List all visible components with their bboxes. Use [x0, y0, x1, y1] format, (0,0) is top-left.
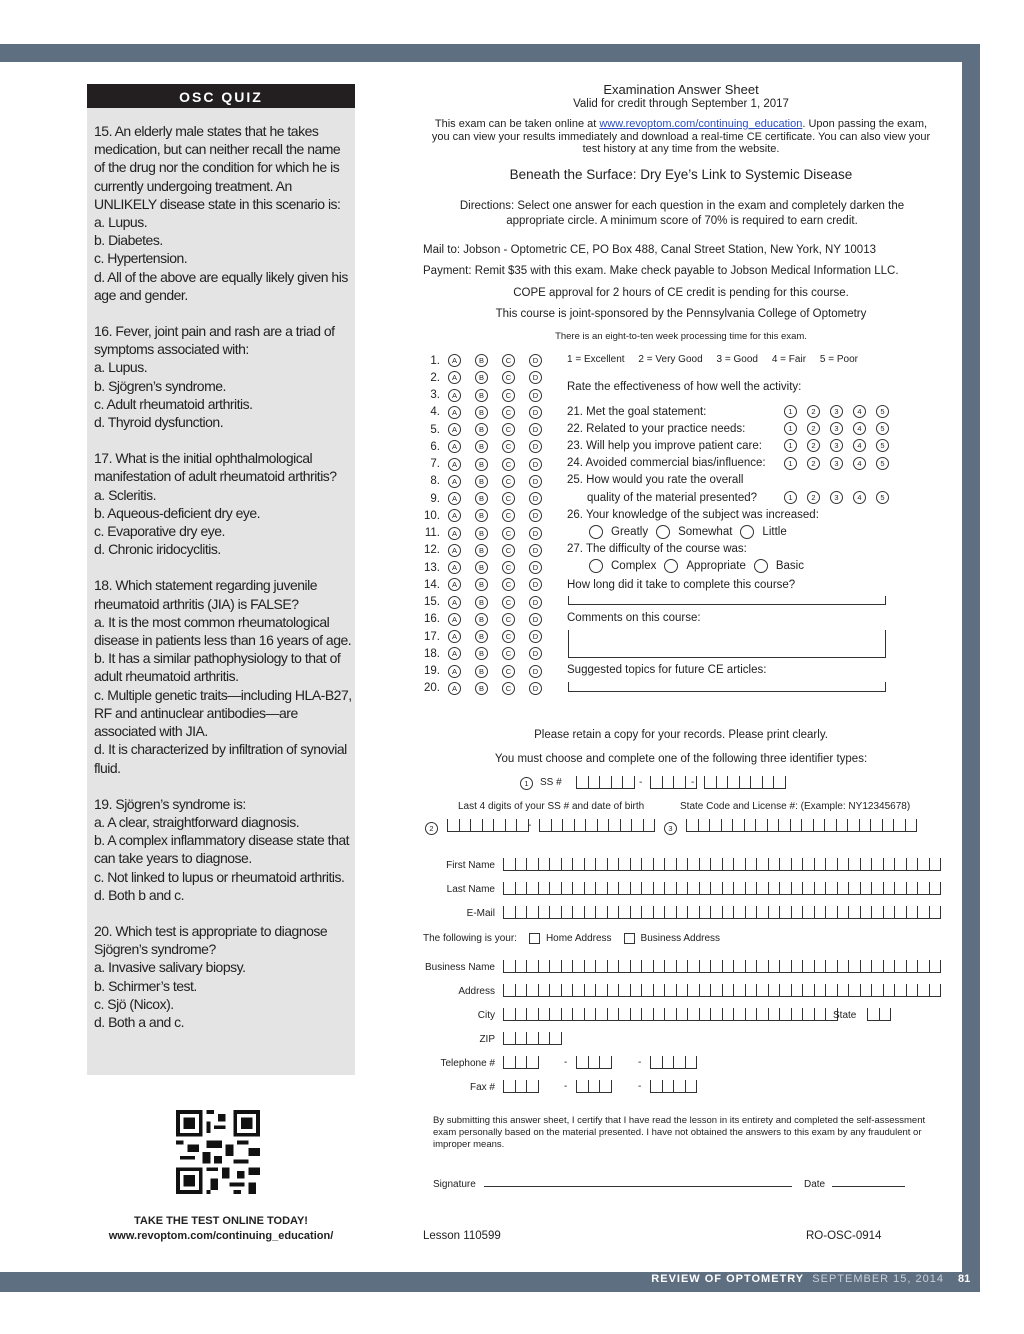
- question-option: a. Lupus.: [94, 214, 148, 231]
- answer-bubble[interactable]: B: [475, 682, 488, 695]
- online-note: This exam can be taken online at www.revoptom.com/continuing_education. Upon passing the exam, you can view your results immediately and download a real-time CE certificate. You can also view your test history at any time from the website.: [431, 118, 931, 156]
- email-field[interactable]: [503, 906, 941, 920]
- zip-field[interactable]: [503, 1032, 562, 1046]
- how-long-field[interactable]: [568, 596, 886, 605]
- answer-bubble[interactable]: D: [529, 630, 542, 643]
- answer-row: [420, 663, 556, 680]
- answer-bubble[interactable]: B: [475, 527, 488, 540]
- rating-bubble[interactable]: 5: [876, 439, 889, 452]
- license-field[interactable]: [686, 819, 917, 833]
- rating-bubble[interactable]: 5: [876, 422, 889, 435]
- q26-greatly-radio[interactable]: [589, 525, 603, 539]
- question-option: b. Sjögren’s syndrome.: [94, 377, 226, 394]
- answer-bubble[interactable]: B: [475, 423, 488, 436]
- answer-bubble[interactable]: D: [529, 509, 542, 522]
- home-address-checkbox[interactable]: [529, 933, 540, 944]
- state-code-note: State Code and License #: (Example: NY12345678): [680, 801, 911, 812]
- rating-item-25-cont: quality of the material presented?: [587, 491, 758, 504]
- date-field[interactable]: [832, 1186, 905, 1187]
- take-test-promo: TAKE THE TEST ONLINE TODAY! www.revoptom.com/continuing_education/: [87, 1214, 355, 1244]
- rating-bubble[interactable]: 5: [876, 405, 889, 418]
- answer-bubble[interactable]: C: [502, 665, 515, 678]
- date-label: Date: [804, 1179, 826, 1190]
- answer-bubble[interactable]: B: [475, 440, 488, 453]
- question-text: 16. Fever, joint pain and rash are a triad of symptoms associated with:: [94, 323, 335, 358]
- rating-bubble[interactable]: 3: [830, 405, 843, 418]
- question-option: c. Not linked to lupus or rheumatoid arthritis.: [94, 868, 345, 885]
- last4-field[interactable]: [447, 819, 532, 833]
- answer-row: [420, 680, 556, 697]
- quiz-question: [94, 322, 352, 431]
- lesson-number: Lesson 110599: [423, 1230, 501, 1242]
- how-long-label: How long did it take to complete this course?: [567, 579, 796, 591]
- answer-row: [420, 421, 556, 438]
- license-option-bubble[interactable]: 3: [664, 822, 677, 835]
- retain-note: Please retain a copy for your records. Please print clearly.: [534, 729, 828, 741]
- answer-bubble[interactable]: D: [529, 389, 542, 402]
- answer-number: 14.: [424, 578, 440, 591]
- answer-row: [420, 559, 556, 576]
- answer-bubble[interactable]: B: [475, 630, 488, 643]
- rating-bubble[interactable]: 1: [784, 405, 797, 418]
- question-option: d. Both a and c.: [94, 1013, 185, 1030]
- question-option: c. Adult rheumatoid arthritis.: [94, 395, 253, 412]
- answer-row: [420, 542, 556, 559]
- course-code: RO-OSC-0914: [806, 1230, 882, 1242]
- answer-bubble[interactable]: B: [475, 475, 488, 488]
- business-name-field[interactable]: [503, 960, 941, 974]
- answer-number: 17.: [424, 630, 440, 643]
- quiz-question: [94, 449, 352, 558]
- telephone-label: Telephone #: [440, 1058, 495, 1069]
- answer-bubble[interactable]: C: [502, 682, 515, 695]
- answer-bubble[interactable]: B: [475, 665, 488, 678]
- separator-dash: -: [638, 1057, 642, 1068]
- online-link[interactable]: www.revoptom.com/continuing_education: [599, 118, 803, 130]
- answer-bubble[interactable]: B: [475, 544, 488, 557]
- business-address-checkbox[interactable]: [624, 933, 635, 944]
- q26-options: Greatly Somewhat Little: [589, 525, 787, 539]
- last4-option-bubble[interactable]: 2: [425, 822, 438, 835]
- answer-bubble[interactable]: C: [502, 561, 515, 574]
- answer-bubble[interactable]: A: [448, 630, 461, 643]
- fax-area-field[interactable]: [503, 1080, 539, 1094]
- answer-bubble[interactable]: C: [502, 492, 515, 505]
- city-field[interactable]: [503, 1008, 838, 1022]
- quiz-question: [94, 122, 352, 304]
- answer-bubble[interactable]: B: [475, 458, 488, 471]
- rating-item: 22. Related to your practice needs:: [567, 422, 746, 435]
- answer-number: 10.: [424, 509, 440, 522]
- answer-number: 19.: [424, 665, 440, 678]
- q27-options: Complex Appropriate Basic: [589, 559, 804, 573]
- answer-number: 20.: [424, 682, 440, 695]
- rating-bubble[interactable]: 3: [830, 439, 843, 452]
- rating-item: 24. Avoided commercial bias/influence:: [567, 457, 766, 470]
- answer-row: [420, 456, 556, 473]
- rating-item: 25. How would you rate the overall: [567, 474, 744, 487]
- first-name-field[interactable]: [503, 858, 941, 872]
- qr-code-icon[interactable]: [174, 1110, 262, 1194]
- question-option: c. Sjö (Nicox).: [94, 995, 174, 1012]
- answer-bubble[interactable]: C: [502, 475, 515, 488]
- processing-time: There is an eight-to-ten week processing time for this exam.: [555, 331, 807, 342]
- answer-bubble[interactable]: B: [475, 613, 488, 626]
- answer-number: 13.: [424, 561, 440, 574]
- answer-bubble[interactable]: A: [448, 544, 461, 557]
- answer-bubble[interactable]: A: [448, 423, 461, 436]
- answer-bubble[interactable]: C: [502, 544, 515, 557]
- answer-bubble[interactable]: D: [529, 578, 542, 591]
- answer-bubble[interactable]: A: [448, 527, 461, 540]
- answer-bubble[interactable]: A: [448, 406, 461, 419]
- suggested-label: Suggested topics for future CE articles:: [567, 664, 767, 676]
- answer-bubble[interactable]: A: [448, 647, 461, 660]
- fax-prefix-field[interactable]: [576, 1080, 612, 1094]
- answer-row: [420, 438, 556, 455]
- rating-bubble[interactable]: 5: [876, 491, 889, 504]
- answer-bubble[interactable]: C: [502, 527, 515, 540]
- answer-bubble[interactable]: B: [475, 647, 488, 660]
- answer-number: 5.: [430, 423, 440, 436]
- answer-number: 11.: [424, 527, 440, 540]
- answer-bubble[interactable]: D: [529, 647, 542, 660]
- rate-intro: Rate the effectiveness of how well the activity:: [567, 381, 802, 393]
- rating-item: 23. Will help you improve patient care:: [567, 439, 762, 452]
- answer-bubble[interactable]: D: [529, 423, 542, 436]
- separator-dash: -: [691, 777, 695, 788]
- rating-bubble[interactable]: 4: [853, 491, 866, 504]
- question-option: a. Scleritis.: [94, 486, 156, 503]
- signature-field[interactable]: [484, 1186, 792, 1187]
- rating-bubble[interactable]: 2: [807, 457, 820, 470]
- quiz-question: [94, 795, 352, 904]
- rating-bubble[interactable]: 1: [784, 439, 797, 452]
- question-option: d. It is characterized by infiltration of synovial fluid.: [94, 741, 347, 776]
- question-text: 19. Sjögren’s syndrome is:: [94, 795, 246, 812]
- question-text: 18. Which statement regarding juvenile rheumatoid arthritis (JIA) is FALSE?: [94, 577, 318, 612]
- answer-bubble[interactable]: A: [448, 475, 461, 488]
- answer-bubble[interactable]: A: [448, 354, 461, 367]
- answer-bubble[interactable]: D: [529, 492, 542, 505]
- answer-bubble[interactable]: D: [529, 527, 542, 540]
- answer-number: 3.: [430, 389, 440, 402]
- answer-row: [420, 352, 556, 369]
- answer-bubble[interactable]: C: [502, 647, 515, 660]
- ss-label: SS #: [540, 777, 562, 788]
- address-field[interactable]: [503, 984, 941, 998]
- answer-bubble[interactable]: C: [502, 578, 515, 591]
- answer-row: [420, 369, 556, 386]
- question-text: 17. What is the initial ophthalmological manifestation of adult rheumatoid arthritis?: [94, 450, 337, 485]
- state-field[interactable]: [867, 1008, 891, 1022]
- first-name-label: First Name: [446, 860, 495, 871]
- promo-link[interactable]: www.revoptom.com/continuing_education/: [108, 1230, 334, 1242]
- question-option: c. Evaporative dry eye.: [94, 523, 225, 540]
- rating-bubbles: [784, 439, 889, 452]
- answer-number: 15.: [424, 596, 440, 609]
- q26-little-radio[interactable]: [740, 525, 754, 539]
- rating-bubbles: [784, 457, 889, 470]
- answer-bubble[interactable]: B: [475, 406, 488, 419]
- rating-bubble[interactable]: 3: [830, 491, 843, 504]
- question-option: b. Diabetes.: [94, 232, 163, 249]
- answer-number: 7.: [430, 458, 440, 471]
- answer-number: 6.: [430, 440, 440, 453]
- answer-bubble[interactable]: C: [502, 389, 515, 402]
- sponsor: This course is joint-sponsored by the Pennsylvania College of Optometry: [495, 308, 867, 320]
- page-number: 81: [958, 1273, 971, 1285]
- answer-bubble[interactable]: D: [529, 475, 542, 488]
- q27-basic-radio[interactable]: [754, 559, 768, 573]
- last-name-label: Last Name: [446, 884, 495, 895]
- footer-credit: REVIEW OF OPTOMETRY SEPTEMBER 15, 2014: [651, 1273, 944, 1285]
- rating-bubble[interactable]: 1: [784, 422, 797, 435]
- answer-bubble[interactable]: A: [448, 665, 461, 678]
- answer-bubble[interactable]: D: [529, 544, 542, 557]
- rating-bubble[interactable]: 2: [807, 422, 820, 435]
- answer-number: 4.: [430, 406, 440, 419]
- quiz-question: [94, 922, 352, 1031]
- ss-field-1[interactable]: [576, 776, 635, 790]
- rating-bubble[interactable]: 4: [853, 422, 866, 435]
- answer-bubble[interactable]: C: [502, 458, 515, 471]
- q27-label: 27. The difficulty of the course was:: [567, 543, 747, 555]
- answer-bubble[interactable]: D: [529, 561, 542, 574]
- question-option: b. Aqueous-deficient dry eye.: [94, 504, 261, 521]
- answer-bubble[interactable]: D: [529, 682, 542, 695]
- answer-bubble[interactable]: D: [529, 596, 542, 609]
- answer-bubble[interactable]: C: [502, 596, 515, 609]
- answer-row: [420, 628, 556, 645]
- comments-field[interactable]: [568, 630, 886, 658]
- rating-bubble[interactable]: 4: [853, 457, 866, 470]
- answer-bubble[interactable]: B: [475, 561, 488, 574]
- question-option: d. Chronic iridocyclitis.: [94, 541, 221, 558]
- directions: Directions: Select one answer for each question in the exam and completely darken the appropriate circle. A minimum score of 70% is required to earn credit.: [459, 200, 905, 227]
- answer-bubble[interactable]: A: [448, 682, 461, 695]
- top-border: [0, 44, 980, 62]
- answer-number: 8.: [430, 475, 440, 488]
- email-label: E-Mail: [466, 908, 495, 919]
- answer-row: [420, 594, 556, 611]
- sheet-title: Examination Answer Sheet: [603, 82, 759, 97]
- answer-bubble[interactable]: A: [448, 492, 461, 505]
- mail-to: Mail to: Jobson - Optometric CE, PO Box 488, Canal Street Station, New York, NY 10013: [423, 244, 876, 256]
- rating-bubble[interactable]: 3: [830, 457, 843, 470]
- rating-bubbles: [784, 405, 889, 418]
- answer-bubble[interactable]: C: [502, 613, 515, 626]
- answer-number: 2.: [430, 371, 440, 384]
- answer-row: [420, 387, 556, 404]
- separator-dash: -: [639, 777, 643, 788]
- ss-field-2[interactable]: [650, 776, 697, 790]
- answer-row: [420, 473, 556, 490]
- answer-bubble[interactable]: C: [502, 509, 515, 522]
- zip-label: ZIP: [479, 1034, 495, 1045]
- q27-complex-radio[interactable]: [589, 559, 603, 573]
- separator-dash: -: [564, 1057, 568, 1068]
- answer-bubble[interactable]: A: [448, 561, 461, 574]
- question-option: b. It has a similar pathophysiology to that of adult rheumatoid arthritis.: [94, 650, 341, 685]
- answer-bubble[interactable]: D: [529, 613, 542, 626]
- fax-line-field[interactable]: [650, 1080, 697, 1094]
- right-border: [962, 44, 980, 1292]
- address-type: The following is your: Home Address Business Address: [423, 933, 721, 944]
- answer-bubble[interactable]: A: [448, 458, 461, 471]
- valid-date: Valid for credit through September 1, 2017: [573, 98, 789, 110]
- answer-number: 12.: [424, 544, 440, 557]
- rating-bubble[interactable]: 2: [807, 405, 820, 418]
- question-option: b. Schirmer’s test.: [94, 977, 197, 994]
- last4-note: Last 4 digits of your SS # and date of birth: [458, 801, 645, 812]
- answer-bubble[interactable]: D: [529, 440, 542, 453]
- quiz-header: OSC QUIZ: [87, 84, 355, 108]
- question-option: c. Multiple genetic traits—including HLA-B27, RF and antinuclear antibodies—are associated with JIA.: [94, 686, 352, 740]
- city-label: City: [477, 1010, 495, 1021]
- rating-bubbles: [784, 422, 889, 435]
- answer-number: 16.: [424, 613, 440, 626]
- answer-number: 1.: [430, 354, 440, 367]
- answer-bubble[interactable]: B: [475, 492, 488, 505]
- question-option: a. A clear, straightforward diagnosis.: [94, 813, 300, 830]
- rating-bubbles: [784, 491, 889, 504]
- question-text: 20. Which test is appropriate to diagnose Sjögren’s syndrome?: [94, 922, 328, 958]
- answer-row: [420, 490, 556, 507]
- question-option: b. A complex inflammatory disease state that can take years to diagnose.: [94, 832, 350, 867]
- rating-bubble[interactable]: 3: [830, 422, 843, 435]
- business-name-label: Business Name: [424, 962, 495, 973]
- answer-bubble[interactable]: A: [448, 509, 461, 522]
- answer-row: [420, 645, 556, 662]
- ss-option-bubble[interactable]: 1: [520, 777, 533, 790]
- rating-item: 21. Met the goal statement:: [567, 405, 707, 418]
- q26-somewhat-radio[interactable]: [656, 525, 670, 539]
- answer-number: 18.: [424, 647, 440, 660]
- telephone-area-field[interactable]: [503, 1056, 539, 1070]
- answer-bubble[interactable]: D: [529, 458, 542, 471]
- answer-bubble[interactable]: B: [475, 509, 488, 522]
- question-option: d. Both b and c.: [94, 886, 185, 903]
- ss-field-3[interactable]: [704, 776, 786, 790]
- q26-label: 26. Your knowledge of the subject was increased:: [567, 509, 819, 521]
- course-title: Beneath the Surface: Dry Eye’s Link to Systemic Disease: [509, 167, 853, 182]
- answer-bubble[interactable]: B: [475, 354, 488, 367]
- answer-bubble[interactable]: B: [475, 389, 488, 402]
- rating-bubble[interactable]: 5: [876, 457, 889, 470]
- question-option: a. Lupus.: [94, 359, 148, 376]
- answer-bubble[interactable]: A: [448, 596, 461, 609]
- answer-bubble[interactable]: C: [502, 423, 515, 436]
- answer-bubble[interactable]: C: [502, 630, 515, 643]
- telephone-prefix-field[interactable]: [576, 1056, 612, 1070]
- dob-field[interactable]: [539, 819, 655, 833]
- rating-bubble[interactable]: 1: [784, 457, 797, 470]
- answer-bubble[interactable]: B: [475, 371, 488, 384]
- answer-number: 9.: [430, 492, 440, 505]
- answer-bubble[interactable]: C: [502, 354, 515, 367]
- answer-bubble[interactable]: D: [529, 665, 542, 678]
- answer-bubble[interactable]: D: [529, 354, 542, 367]
- separator-dash: -: [528, 820, 532, 831]
- answer-bubble[interactable]: C: [502, 440, 515, 453]
- rating-bubble[interactable]: 4: [853, 405, 866, 418]
- choose-note: You must choose and complete one of the following three identifier types:: [494, 753, 868, 765]
- answer-bubble[interactable]: A: [448, 613, 461, 626]
- signature-label: Signature: [433, 1179, 476, 1190]
- rating-bubble[interactable]: 1: [784, 491, 797, 504]
- cope-approval: COPE approval for 2 hours of CE credit is pending for this course.: [513, 287, 849, 299]
- answer-bubble[interactable]: C: [502, 406, 515, 419]
- separator-dash: -: [564, 1081, 568, 1092]
- payment: Payment: Remit $35 with this exam. Make check payable to Jobson Medical Information LLC.: [423, 265, 899, 277]
- answer-bubble[interactable]: A: [448, 440, 461, 453]
- answer-bubble[interactable]: A: [448, 371, 461, 384]
- answer-row: [420, 507, 556, 524]
- quiz-question: [94, 576, 352, 776]
- question-option: d. Thyroid dysfunction.: [94, 414, 224, 431]
- answer-bubble[interactable]: B: [475, 578, 488, 591]
- rating-bubble[interactable]: 2: [807, 491, 820, 504]
- suggested-field[interactable]: [568, 682, 886, 692]
- answer-bubble[interactable]: D: [529, 406, 542, 419]
- answer-row: [420, 576, 556, 593]
- comments-label: Comments on this course:: [567, 612, 701, 624]
- certification: By submitting this answer sheet, I certify that I have read the lesson in its entirety and completed the self-assessment exam personally based on the material presented. I have not obtained the answers to this exam by any fraudulent or improper means.: [433, 1115, 926, 1151]
- answer-bubble[interactable]: A: [448, 389, 461, 402]
- answer-row: [420, 525, 556, 542]
- answer-bubble[interactable]: B: [475, 596, 488, 609]
- answer-row: [420, 404, 556, 421]
- address-label: Address: [458, 986, 495, 997]
- rating-bubble[interactable]: 4: [853, 439, 866, 452]
- last-name-field[interactable]: [503, 882, 941, 896]
- state-label: State: [833, 1010, 857, 1021]
- rating-scale: 1 = Excellent 2 = Very Good 3 = Good 4 = Fair 5 = Poor: [567, 354, 858, 365]
- answer-bubble[interactable]: A: [448, 578, 461, 591]
- fax-label: Fax #: [469, 1082, 495, 1093]
- separator-dash: -: [638, 1081, 642, 1092]
- answer-bubble[interactable]: C: [502, 371, 515, 384]
- answer-row: [420, 611, 556, 628]
- question-option: d. All of the above are equally likely given his age and gender.: [94, 268, 348, 303]
- question-option: c. Hypertension.: [94, 250, 188, 267]
- rating-bubble[interactable]: 2: [807, 439, 820, 452]
- answer-bubble[interactable]: D: [529, 371, 542, 384]
- q27-appropriate-radio[interactable]: [664, 559, 678, 573]
- question-text: 15. An elderly male states that he takes medication, but can neither recall the name of the drug nor the condition for which he is currently undergoing treatment. An UNLIKELY disease state in this scenario is:: [94, 123, 341, 212]
- telephone-line-field[interactable]: [650, 1056, 697, 1070]
- question-option: a. Invasive salivary biopsy.: [94, 959, 246, 976]
- question-option: a. It is the most common rheumatological disease in patients less than 16 years of age.: [94, 613, 352, 649]
- quiz-questions: [94, 122, 352, 1049]
